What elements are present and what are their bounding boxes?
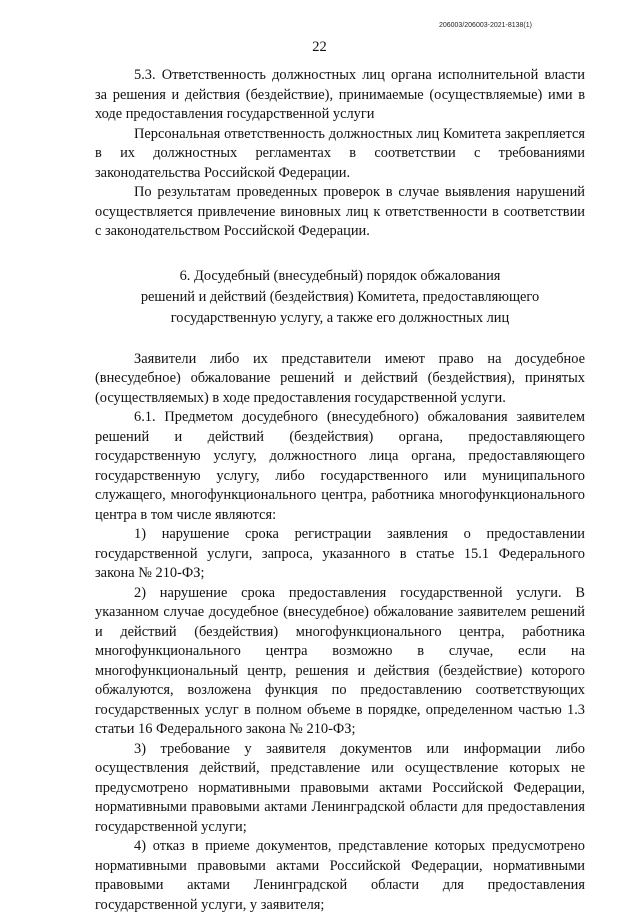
paragraph-appeal-right: Заявители либо их представители имеют право на досудебное (внесудебное) обжалование решений и действий (бездействия), принятых (осуществляемых) в ходе предоставления государственной услуги. <box>95 350 585 406</box>
list-item-2: 2) нарушение срока предоставления государственной услуги. В указанном случае досудебное (внесудебное) обжалование заявителем решений и действий (бездействия) многофункционального центра, работника многофункционального центра возможно в случае, если на многофункциональный центр, решения и действия (бездействие) которого обжалуются, возложена функция по предоставлению соответствующих государственных услуг в полном объеме в порядке, определенном частью 1.3 статьи 16 Федерального закона № 210-ФЗ; <box>95 584 585 737</box>
list-item-1: 1) нарушение срока регистрации заявления о предоставлении государственной услуги, запроса, указанного в статье 15.1 Федерального закона № 210-ФЗ; <box>95 526 585 581</box>
section-6-title <box>95 266 585 329</box>
section-title-line: решений и действий (бездействия) Комитета, предоставляющего <box>140 288 540 305</box>
page-number: 22 <box>312 39 327 55</box>
section-spacer <box>95 329 585 350</box>
document-body <box>95 66 585 915</box>
paragraph-personal-responsibility: Персональная ответственность должностных лиц Комитета закрепляется в их должностных регламентах в соответствии с требованиями законодательства Российской Федерации. <box>95 125 585 181</box>
section-title-line: государственную услугу, а также его должностных лиц <box>170 309 510 326</box>
paragraph-6-1: 6.1. Предметом досудебного (внесудебного) обжалования заявителем решений и действий (бездействия) органа, предоставляющего государственную услугу, должностного лица органа, предоставляющего государственную услугу, либо государственного или муниципального служащего, многофункционального центра, работника многофункционального центра в том числе являются: <box>95 409 585 523</box>
section-title-line: 6. Досудебный (внесудебный) порядок обжалования <box>179 267 501 284</box>
document-id: 206003/206003-2021-8138(1) <box>438 22 532 29</box>
paragraph-5-3: 5.3. Ответственность должностных лиц органа исполнительной власти за решения и действия (бездействие), принимаемые (осуществляемые) ими в ходе предоставления государственной услуги <box>95 67 585 122</box>
list-item-4: 4) отказ в приеме документов, представление которых предусмотрено нормативными правовыми актами Российской Федерации, нормативными правовыми актами Ленинградской области для предоставления государственной услуги, у заявителя; <box>95 838 585 913</box>
paragraph-inspection-results: По результатам проведенных проверок в случае выявления нарушений осуществляется привлечение виновных лиц к ответственности в соответствии с законодательством Российской Федерации. <box>95 184 585 239</box>
list-item-3: 3) требование у заявителя документов или информации либо осуществления действий, представление или осуществление которых не предусмотрено нормативными правовыми актами Российской Федерации, нормативными правовыми актами Ленинградской области для предоставления государственной услуги; <box>95 740 585 835</box>
